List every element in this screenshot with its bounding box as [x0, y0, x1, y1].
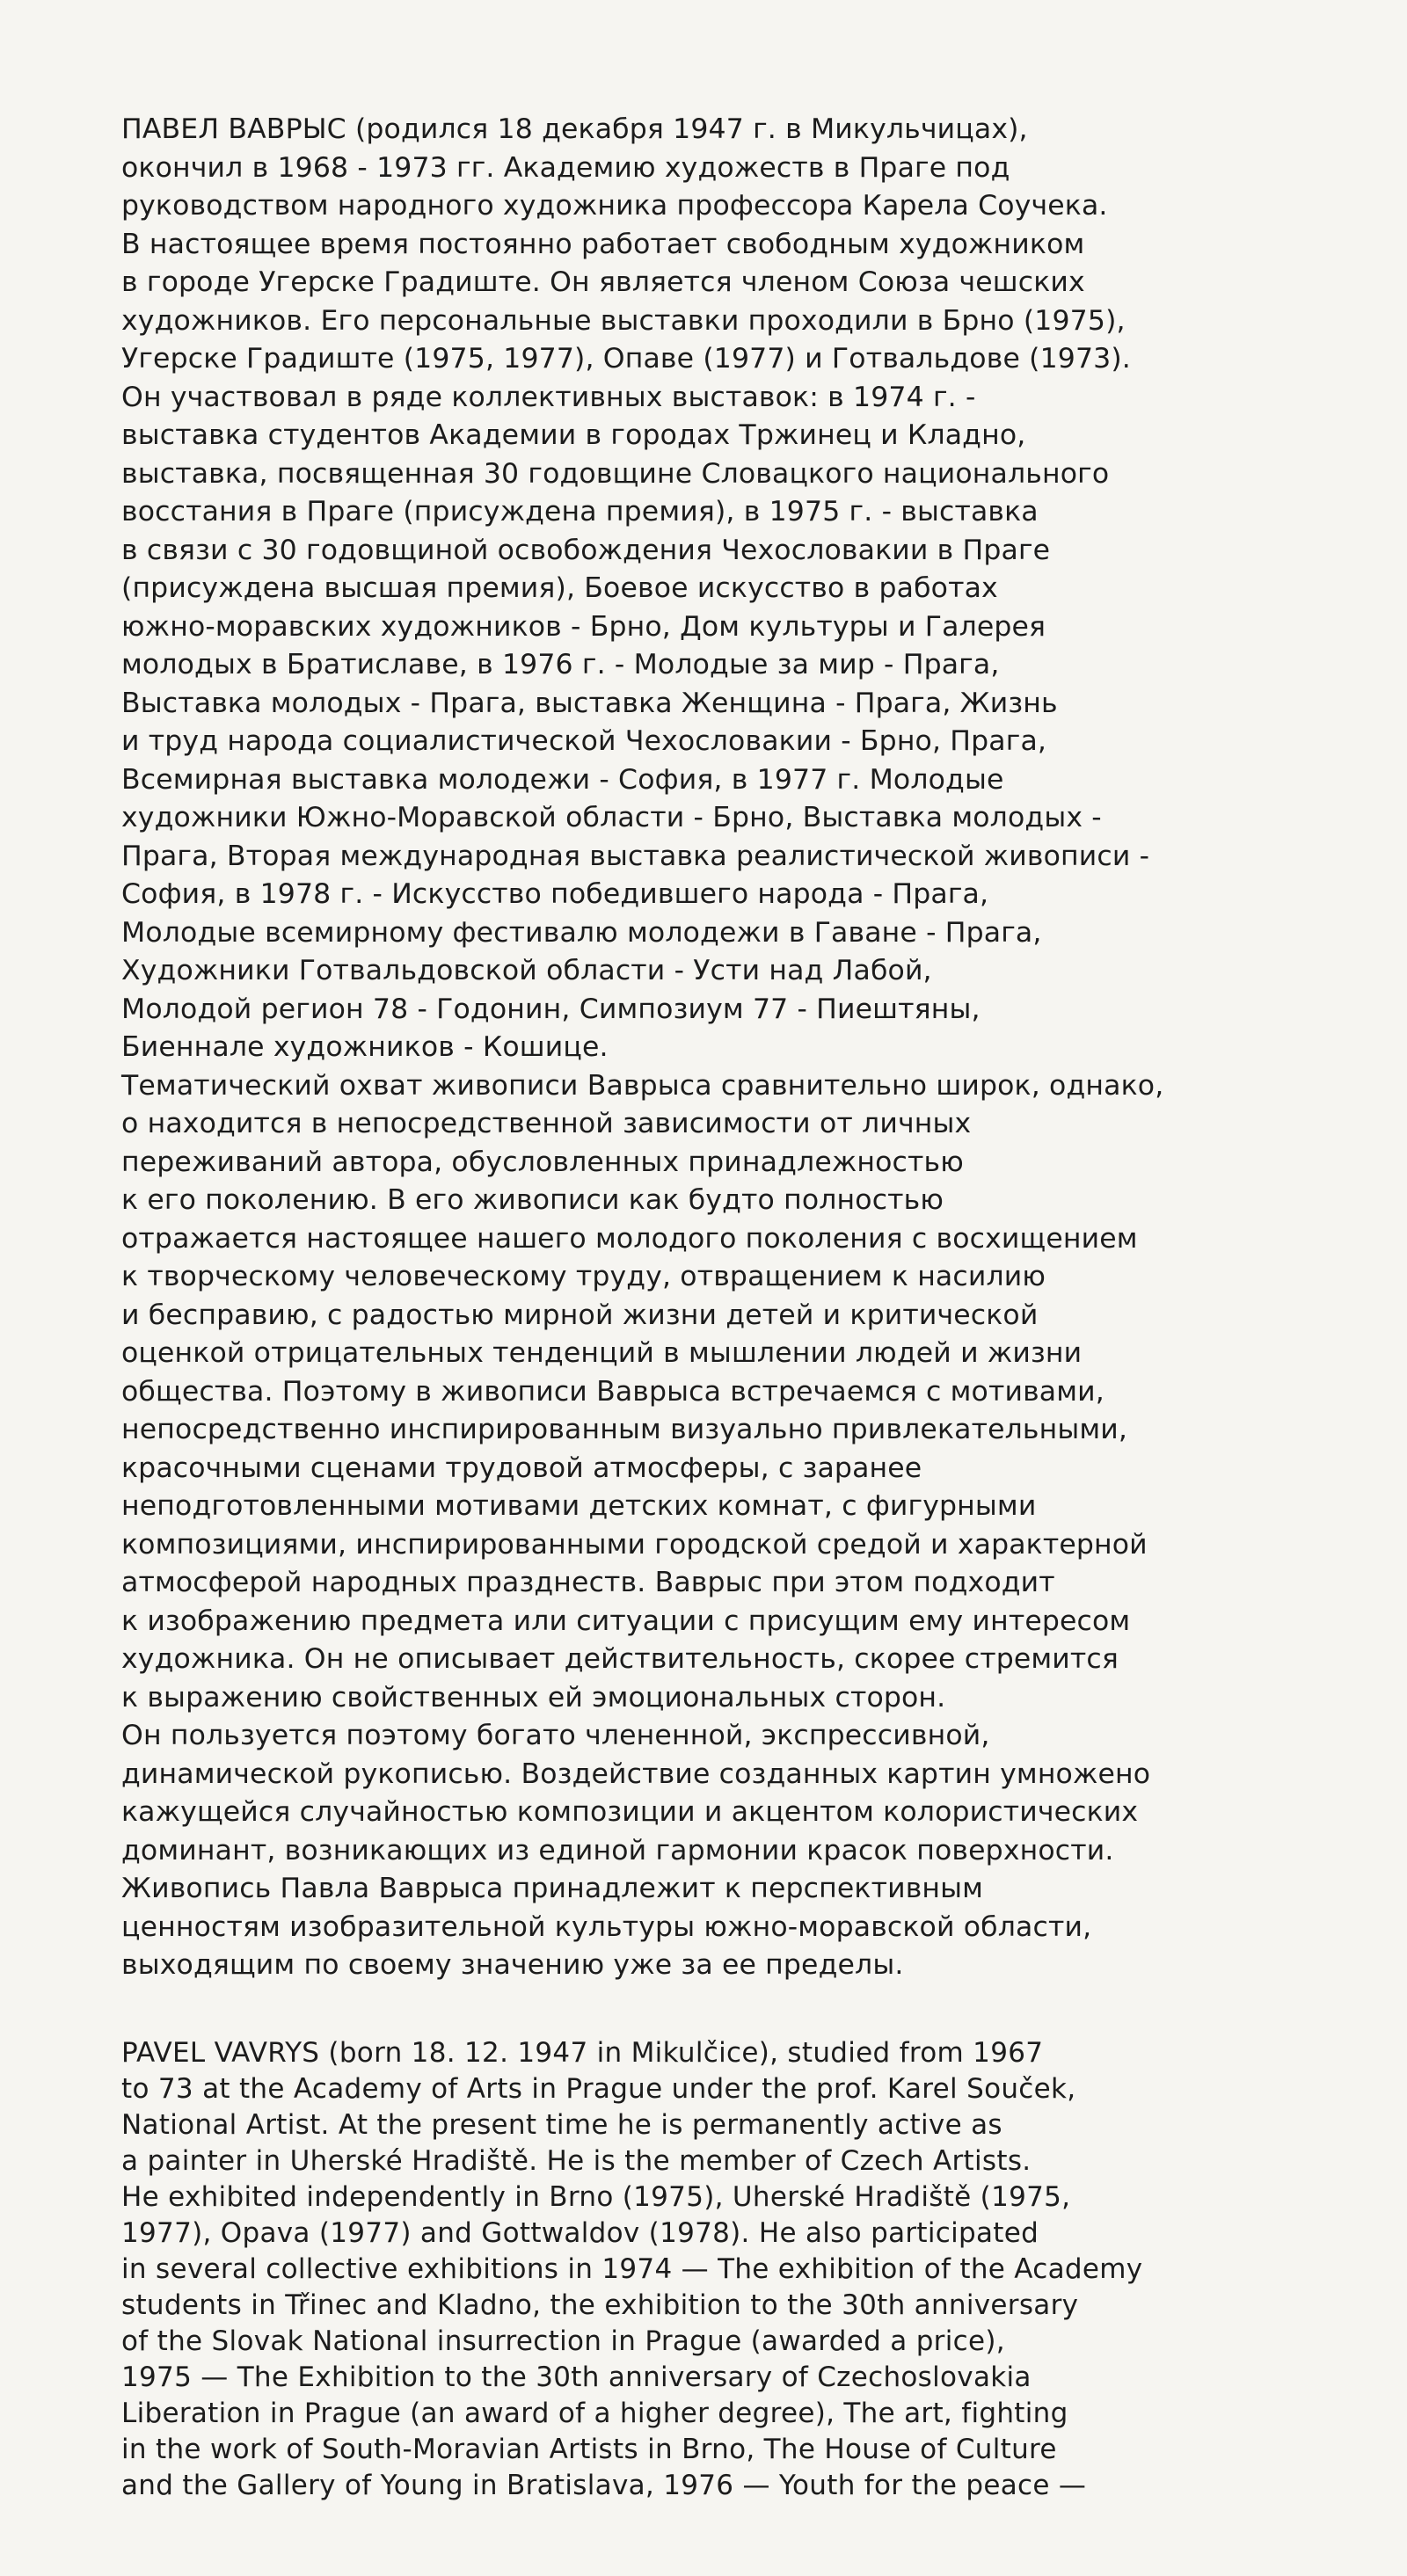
text-line: Он участвовал в ряде коллективных выставок: в 1974 г. -	[121, 381, 976, 413]
text-line: выходящим по своему значению уже за ее пределы.	[121, 1949, 904, 1981]
text-line: молодых в Братиславе, в 1976 г. - Молодые за мир - Прага,	[121, 649, 1000, 680]
text-line: Биеннале художников - Кошице.	[121, 1031, 609, 1063]
text-line: непосредственно инспирированным визуально привлекательными,	[121, 1414, 1128, 1445]
text-line: Выставка молодых - Прага, выставка Женщина - Прага, Жизнь	[121, 687, 1058, 719]
text-line: руководством народного художника профессора Карела Соучека.	[121, 190, 1108, 222]
text-line: 1975 — The Exhibition to the 30th anniversary of Czechoslovakia	[121, 2361, 1032, 2393]
text-line: к выражению свойственных ей эмоциональных сторон.	[121, 1681, 946, 1714]
text-line: Молодые всемирному фестивалю молодежи в Гаване - Прага,	[121, 916, 1042, 949]
text-line: ценностям изобразительной культуры южно-моравской области,	[121, 1910, 1092, 1943]
text-line: и бесправию, с радостью мирной жизни детей и критической	[121, 1299, 1039, 1331]
text-line: композициями, инспирированными городской средой и характерной	[121, 1528, 1148, 1561]
text-line: София, в 1978 г. - Искусство победившего народа - Прага,	[121, 878, 989, 910]
text-line: Молодой регион 78 - Годонин, Симпозиум 77 - Пиештяны,	[121, 993, 981, 1025]
text-line: восстания в Праге (присуждена премия), в 1975 г. - выставка	[121, 496, 1039, 528]
text-line: Угерске Градиште (1975, 1977), Опаве (1977) и Готвальдове (1973).	[121, 343, 1131, 375]
text-line: students in Třinec and Kladno, the exhibition to the 30th anniversary	[121, 2289, 1079, 2321]
text-line: В настоящее время постоянно работает свободным художником	[121, 228, 1085, 260]
text-line: в городе Угерске Градиште. Он является членом Союза чешских	[121, 266, 1085, 298]
text-line: Он пользуется поэтому богато члененной, экспрессивной,	[121, 1720, 990, 1751]
text-line: of the Slovak National insurrection in Prague (awarded a price),	[121, 2325, 1005, 2357]
text-line: to 73 at the Academy of Arts in Prague under the prof. Karel Souček,	[121, 2073, 1076, 2105]
text-line: к его поколению. В его живописи как будто полностью	[121, 1184, 944, 1216]
text-line: Всемирная выставка молодежи - София, в 1977 г. Молодые	[121, 763, 1004, 796]
text-line: Тематический охват живописи Вавpыса сравнительно широк, однако,	[121, 1069, 1164, 1102]
text-line: в связи с 30 годовщиной освобождения Чехословакии в Праге	[121, 534, 1051, 566]
text-line: He exhibited independently in Brno (1975), Uherské Hradiště (1975,	[121, 2181, 1071, 2213]
text-line: выставка студентов Академии в городах Тржинец и Кладно,	[121, 419, 1026, 451]
russian-text-block	[121, 111, 1388, 1985]
text-line: National Artist. At the present time he is permanently active as	[121, 2109, 1002, 2141]
russian-paragraph-critique	[121, 1067, 1388, 1985]
text-line: Прага, Вторая международная выставка реалистической живописи -	[121, 840, 1150, 872]
text-line: южно-моравских художников - Брно, Дом культуры и Галерея	[121, 610, 1046, 643]
text-line: неподготовленными мотивами детских комнат, с фигурными	[121, 1490, 1037, 1522]
text-line: and the Gallery of Young in Bratislava, 1976 — Youth for the peace —	[121, 2470, 1087, 2501]
text-line: переживаний автора, обусловленных принадлежностью	[121, 1146, 964, 1178]
text-line: 1977), Opava (1977) and Gottwaldov (1978). He also participated	[121, 2217, 1039, 2249]
text-line: Художники Готвальдовской области - Усти над Лабой,	[121, 955, 932, 986]
text-line: PAVEL VAVRYS (born 18. 12. 1947 in Mikulčice), studied from 1967	[121, 2037, 1044, 2069]
text-line: окончил в 1968 - 1973 гг. Академию художеств в Праге под	[121, 151, 1010, 184]
text-line: художников. Его персональные выставки проходили в Брно (1975),	[121, 304, 1126, 337]
russian-paragraph-biography	[121, 111, 1388, 1067]
text-line: a painter in Uherské Hradiště. He is the member of Czech Artists.	[121, 2145, 1032, 2177]
text-line: общества. Поэтому в живописи Вавpыса встречаемся с мотивами,	[121, 1375, 1104, 1408]
text-line: in several collective exhibitions in 1974 — The exhibition of the Academy	[121, 2253, 1143, 2285]
text-line: и труд народа социалистической Чехословакии - Брно, Прага,	[121, 725, 1047, 757]
text-line: художника. Он не описывает действительность, скорее стремится	[121, 1643, 1119, 1675]
text-line: атмосферой народных празднеств. Вавpыс при этом подходит	[121, 1567, 1055, 1598]
text-line: Liberation in Prague (an award of a higher degree), The art, fighting	[121, 2398, 1068, 2429]
text-line: Живопись Павла Вавpыса принадлежит к перспективным	[121, 1873, 984, 1904]
text-line: динамической рукописью. Воздействие созданных картин умножено	[121, 1757, 1151, 1790]
text-line: о находится в непосредственной зависимости от личных	[121, 1108, 972, 1139]
english-paragraph-biography	[121, 2035, 1388, 2504]
text-line: к творческому человеческому труду, отвращением к насилию	[121, 1261, 1046, 1292]
text-line: ПАВЕЛ ВАВРЫС (родился 18 декабря 1947 г. в Микульчицах),	[121, 113, 1028, 145]
text-line: доминант, возникающих из единой гармонии красок поверхности.	[121, 1834, 1114, 1867]
english-text-block	[121, 2035, 1388, 2504]
text-line: отражается настоящее нашего молодого поколения с восхищением	[121, 1222, 1138, 1255]
text-line: художники Южно-Моравской области - Брно, Выставка молодых -	[121, 802, 1102, 833]
text-line: кажущейся случайностью композиции и акцентом колористических	[121, 1796, 1139, 1828]
text-line: выставка, посвященная 30 годовщине Словацкого национального	[121, 457, 1110, 490]
text-line: красочными сценами трудовой атмосферы, с заранее	[121, 1452, 922, 1484]
text-line: к изображению предмета или ситуации с присущим ему интересом	[121, 1605, 1131, 1637]
text-line: (присуждена высшая премия), Боевое искусство в работах	[121, 572, 998, 604]
text-line: оценкой отрицательных тенденций в мышлении людей и жизни	[121, 1337, 1083, 1369]
text-line: in the work of South-Moravian Artists in Brno, The House of Culture	[121, 2434, 1057, 2465]
